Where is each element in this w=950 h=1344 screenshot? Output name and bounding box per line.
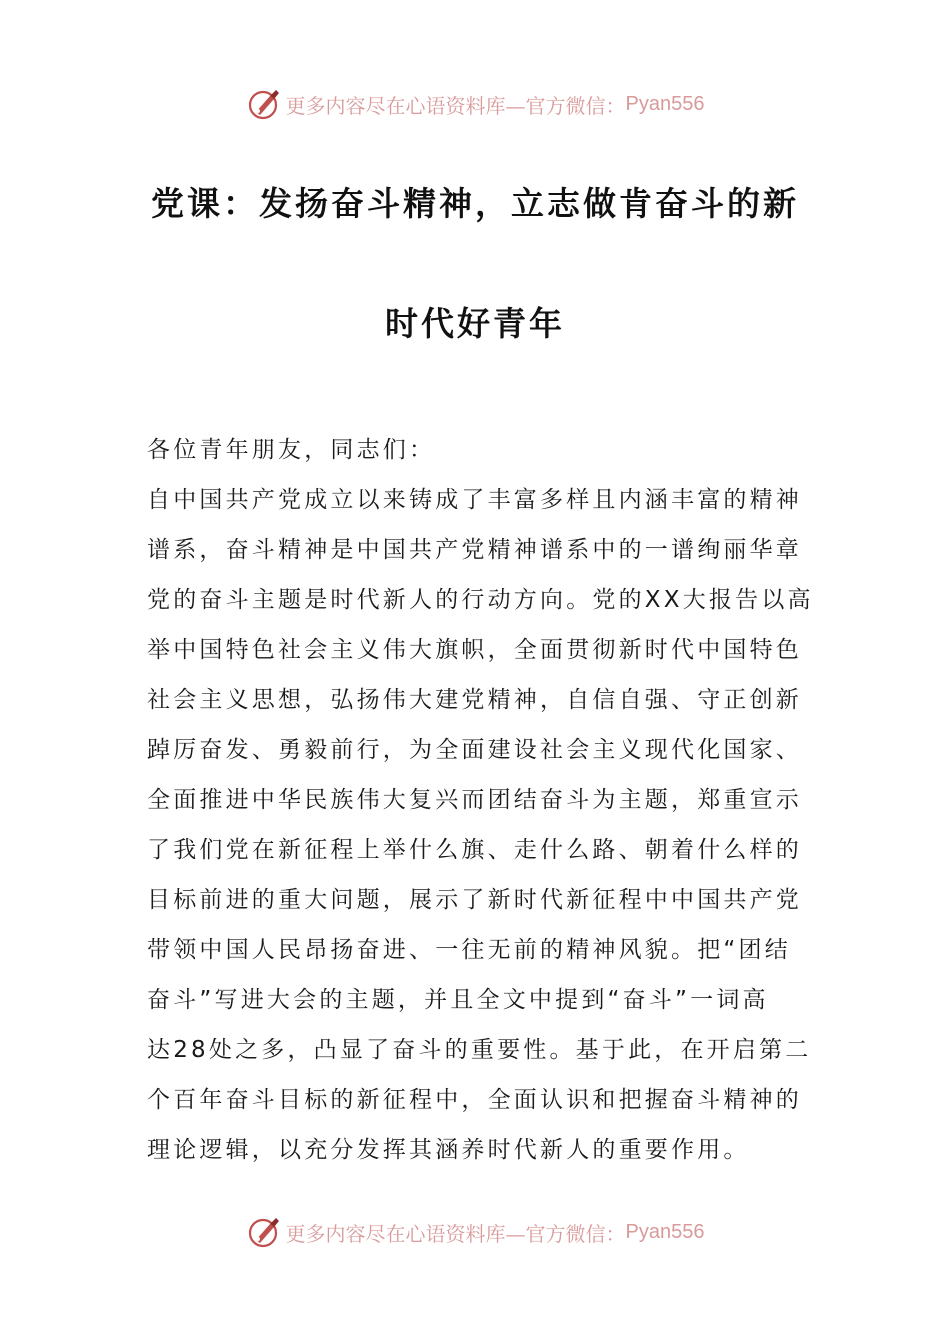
body-line: 全面推进中华民族伟大复兴而团结奋斗为主题，郑重宣示 bbox=[147, 787, 802, 813]
body-line: 了我们党在新征程上举什么旗、走什么路、朝着什么样的 bbox=[147, 837, 802, 863]
body-line: 党的奋斗主题是时代新人的行动方向。党的XX大报告以高 bbox=[147, 587, 814, 613]
body-line: 自中国共产党成立以来铸成了丰富多样且内涵丰富的精神 bbox=[147, 487, 802, 513]
watermark-text: 更多内容尽在心语资料库—官方微信： bbox=[285, 1221, 626, 1246]
body-line: 带领中国人民昂扬奋进、一往无前的精神风貌。把“团结 bbox=[147, 937, 791, 963]
document-title-line-2: 时代好青年 bbox=[385, 304, 565, 343]
body-line: 个百年奋斗目标的新征程中，全面认识和把握奋斗精神的 bbox=[147, 1087, 802, 1113]
body-line: 达28处之多，凸显了奋斗的重要性。基于此，在开启第二 bbox=[147, 1037, 812, 1063]
body-line: 社会主义思想，弘扬伟大建党精神，自信自强、守正创新 bbox=[147, 687, 802, 713]
body-line: 谱系，奋斗精神是中国共产党精神谱系中的一谱绚丽华章 bbox=[147, 537, 802, 563]
body-line: 各位青年朋友，同志们： bbox=[147, 437, 436, 463]
watermark-header bbox=[0, 82, 950, 126]
document-body bbox=[147, 428, 814, 1178]
body-line: 踔厉奋发、勇毅前行，为全面建设社会主义现代化国家、 bbox=[147, 737, 802, 763]
body-line: 理论逻辑，以充分发挥其涵养时代新人的重要作用。 bbox=[147, 1137, 750, 1163]
watermark-wechat-id: Pyan556 bbox=[625, 1220, 705, 1243]
document-title-line-1: 党课：发扬奋斗精神，立志做肯奋斗的新 bbox=[151, 184, 799, 223]
watermark-text: 更多内容尽在心语资料库—官方微信： bbox=[285, 93, 626, 118]
body-line: 目标前进的重大问题，展示了新时代新征程中中国共产党 bbox=[147, 887, 802, 913]
watermark-footer bbox=[0, 1210, 950, 1254]
body-line: 奋斗”写进大会的主题，并且全文中提到“奋斗”一词高 bbox=[147, 987, 769, 1013]
pen-logo-icon bbox=[246, 1214, 282, 1250]
pen-logo-icon bbox=[246, 86, 282, 122]
body-line: 举中国特色社会主义伟大旗帜，全面贯彻新时代中国特色 bbox=[147, 637, 802, 663]
watermark-wechat-id: Pyan556 bbox=[625, 92, 705, 115]
